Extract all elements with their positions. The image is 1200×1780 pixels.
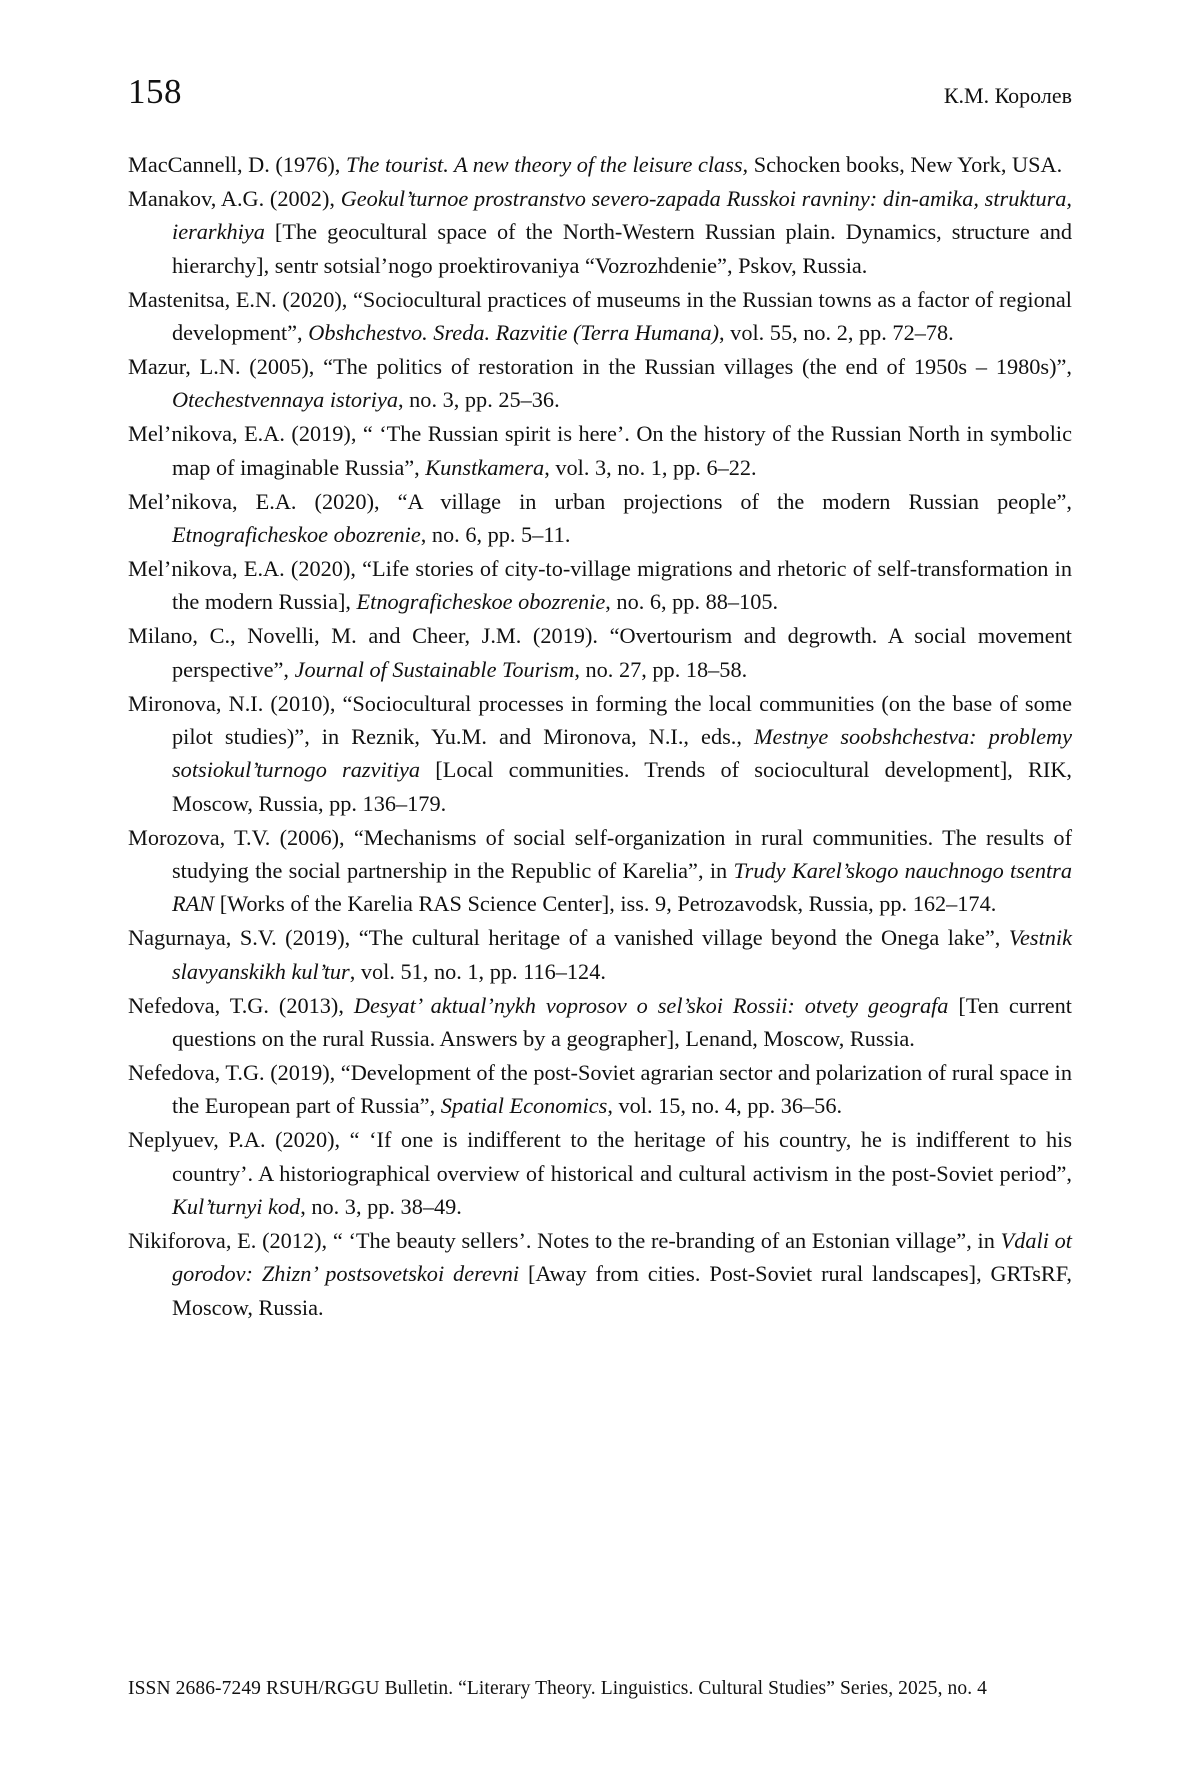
reference-entry: Nefedova, T.G. (2019), “Development of the post-Soviet agrarian sector and polarization of rural space in the European part of Russia”, Spatial Economics, vol. 15, no. 4, pp. 36–56. — [128, 1059, 1072, 1119]
page-footer: ISSN 2686-7249 RSUH/RGGU Bulletin. “Literary Theory. Linguistics. Cultural Studies” Series, 2025, no. 4 — [128, 1678, 988, 1699]
reference-entry: Nagurnaya, S.V. (2019), “The cultural heritage of a vanished village beyond the Onega lake”, Vestnik slavyanskikh kul’tur, vol. 51, no. 1, pp. 116–124. — [128, 925, 1072, 984]
reference-entry: Mazur, L.N. (2005), “The politics of restoration in the Russian villages (the end of 1950s – 1980s)”, Otechestvennaya istoriya, no. 3, pp. 25–36. — [128, 353, 1072, 413]
reference-entry: Nikiforova, E. (2012), “ ‘The beauty sellers’. Notes to the re-branding of an Estonian village”, in Vdali ot gorodov: Zhizn’ postsovetskoi derevni [Away from cities. Post-Soviet rural landscapes], GRTsRF, Moscow, Russia. — [128, 1228, 1072, 1320]
page-number: 158 — [128, 72, 182, 111]
reference-entry: Mastenitsa, E.N. (2020), “Sociocultural practices of museums in the Russian towns as a factor of regional development”, Obshchestvo. Sreda. Razvitie (Terra Humana), vol. 55, no. 2, pp. 72–78. — [128, 286, 1072, 346]
reference-entry: Mel’nikova, E.A. (2020), “Life stories of city-to-village migrations and rhetoric of self-transformation in the modern Russia], Etnograficheskoe obozrenie, no. 6, pp. 88–105. — [128, 555, 1072, 615]
page-header — [128, 72, 1072, 112]
reference-list — [128, 148, 1072, 1325]
reference-entry: MacCannell, D. (1976), The tourist. A new theory of the leisure class, Schocken books, New York, USA. — [128, 152, 1063, 177]
reference-entry: Morozova, T.V. (2006), “Mechanisms of social self-organization in rural communities. The results of studying the social partnership in the Republic of Karelia”, in Trudy Karel’skogo nauchnogo tsentra RAN [Works of the Karelia RAS Science Center], iss. 9, Petrozavodsk, Russia, pp. 162–174. — [128, 824, 1072, 917]
reference-entry: Milano, C., Novelli, M. and Cheer, J.M. (2019). “Overtourism and degrowth. A social movement perspective”, Journal of Sustainable Tourism, no. 27, pp. 18–58. — [128, 623, 1072, 682]
reference-entry: Mel’nikova, E.A. (2019), “ ‘The Russian spirit is here’. On the history of the Russian North in symbolic map of imaginable Russia”, Kunstkamera, vol. 3, no. 1, pp. 6–22. — [128, 421, 1072, 480]
running-head-author: К.М. Королев — [943, 83, 1072, 108]
reference-entry: Nefedova, T.G. (2013), Desyat’ aktual’nykh voprosov o sel’skoi Rossii: otvety geografa [Ten current questions on the rural Russia. Answers by a geographer], Lenand, Moscow, Russia. — [128, 992, 1072, 1052]
reference-entry: Manakov, A.G. (2002), Geokul’turnoe prostranstvo severo-zapada Russkoi ravniny: din-amika, struktura, ierarkhiya [The geocultural space of the North-Western Russian plain. Dynamics, structure and hierarchy], sentr sotsial’nogo proektirovaniya “Vozrozhdenie”, Pskov, Russia. — [128, 185, 1072, 278]
reference-entry: Mironova, N.I. (2010), “Sociocultural processes in forming the local communities (on the base of some pilot studies)”, in Reznik, Yu.M. and Mironova, N.I., eds., Mestnye soobshchestva: problemy sotsiokul’turnogo razvitiya [Local communities. Trends of sociocultural development], RIK, Moscow, Russia, pp. 136–179. — [128, 690, 1072, 816]
reference-entry: Mel’nikova, E.A. (2020), “A village in urban projections of the modern Russian people”, Etnograficheskoe obozrenie, no. 6, pp. 5–11. — [128, 488, 1072, 547]
reference-entry: Neplyuev, P.A. (2020), “ ‘If one is indifferent to the heritage of his country, he is indifferent to his country’. A historiographical overview of historical and cultural activism in the post-Soviet period”, Kul’turnyi kod, no. 3, pp. 38–49. — [128, 1127, 1072, 1220]
